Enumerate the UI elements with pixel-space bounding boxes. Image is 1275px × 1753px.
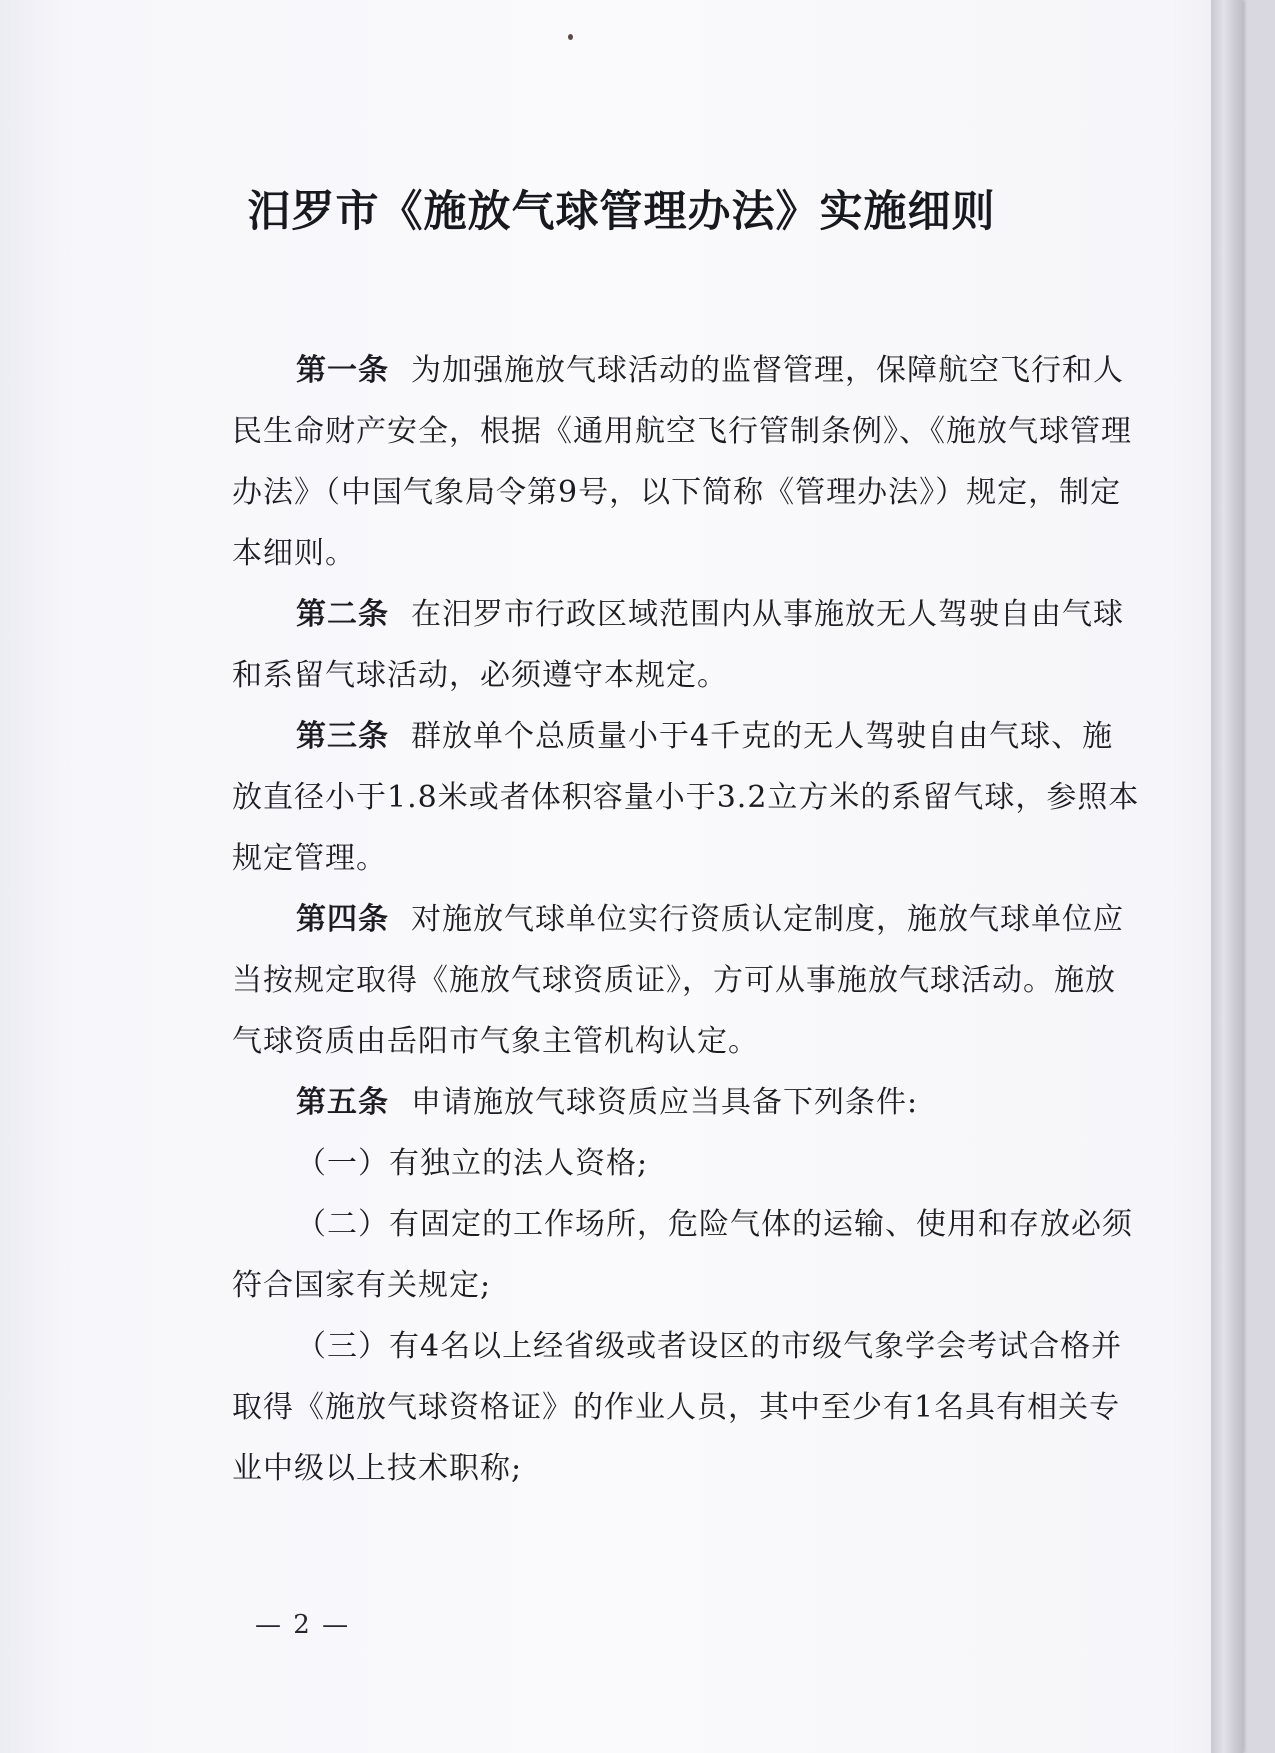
article-text: 群放单个总质量小于4千克的无人驾驶自由气球、施放直径小于1.8米或者体积容量小于3.2立方米的系留气球，参照本规定管理。	[232, 719, 1140, 876]
article-label: 第五条	[296, 1085, 389, 1120]
paper-speck	[568, 34, 573, 40]
article-1	[232, 340, 1140, 584]
article-4	[232, 889, 1140, 1072]
article-label: 第四条	[296, 902, 389, 937]
document-body	[232, 340, 1140, 1499]
article-text: 对施放气球单位实行资质认定制度，施放气球单位应当按规定取得《施放气球资质证》，方可从事施放气球活动。施放气球资质由岳阳市气象主管机构认定。	[232, 902, 1124, 1059]
page-edge	[1211, 0, 1243, 1753]
article-text: 在汨罗市行政区域范围内从事施放无人驾驶自由气球和系留气球活动，必须遵守本规定。	[232, 597, 1124, 693]
article-3	[232, 706, 1140, 889]
article-5	[232, 1072, 1140, 1133]
list-item: （一）有独立的法人资格;	[296, 1146, 649, 1181]
article-label: 第二条	[296, 597, 389, 632]
list-item: （三）有4名以上经省级或者设区的市级气象学会考试合格并取得《施放气球资格证》的作业人员，其中至少有1名具有相关专业中级以上技术职称;	[232, 1329, 1123, 1486]
document-title: 汨罗市《施放气球管理办法》实施细则	[247, 187, 996, 237]
article-text: 为加强施放气球活动的监督管理，保障航空飞行和人民生命财产安全，根据《通用航空飞行管制条例》、《施放气球管理办法》（中国气象局令第9号，以下简称《管理办法》）规定，制定本细则。	[232, 353, 1132, 571]
article-label: 第三条	[296, 719, 389, 754]
article-2	[232, 584, 1140, 706]
page-number: — 2 —	[255, 1610, 351, 1640]
article-text: 申请施放气球资质应当具备下列条件:	[411, 1085, 919, 1120]
list-item: （二）有固定的工作场所，危险气体的运输、使用和存放必须符合国家有关规定;	[232, 1207, 1133, 1303]
article-label: 第一条	[296, 353, 389, 388]
